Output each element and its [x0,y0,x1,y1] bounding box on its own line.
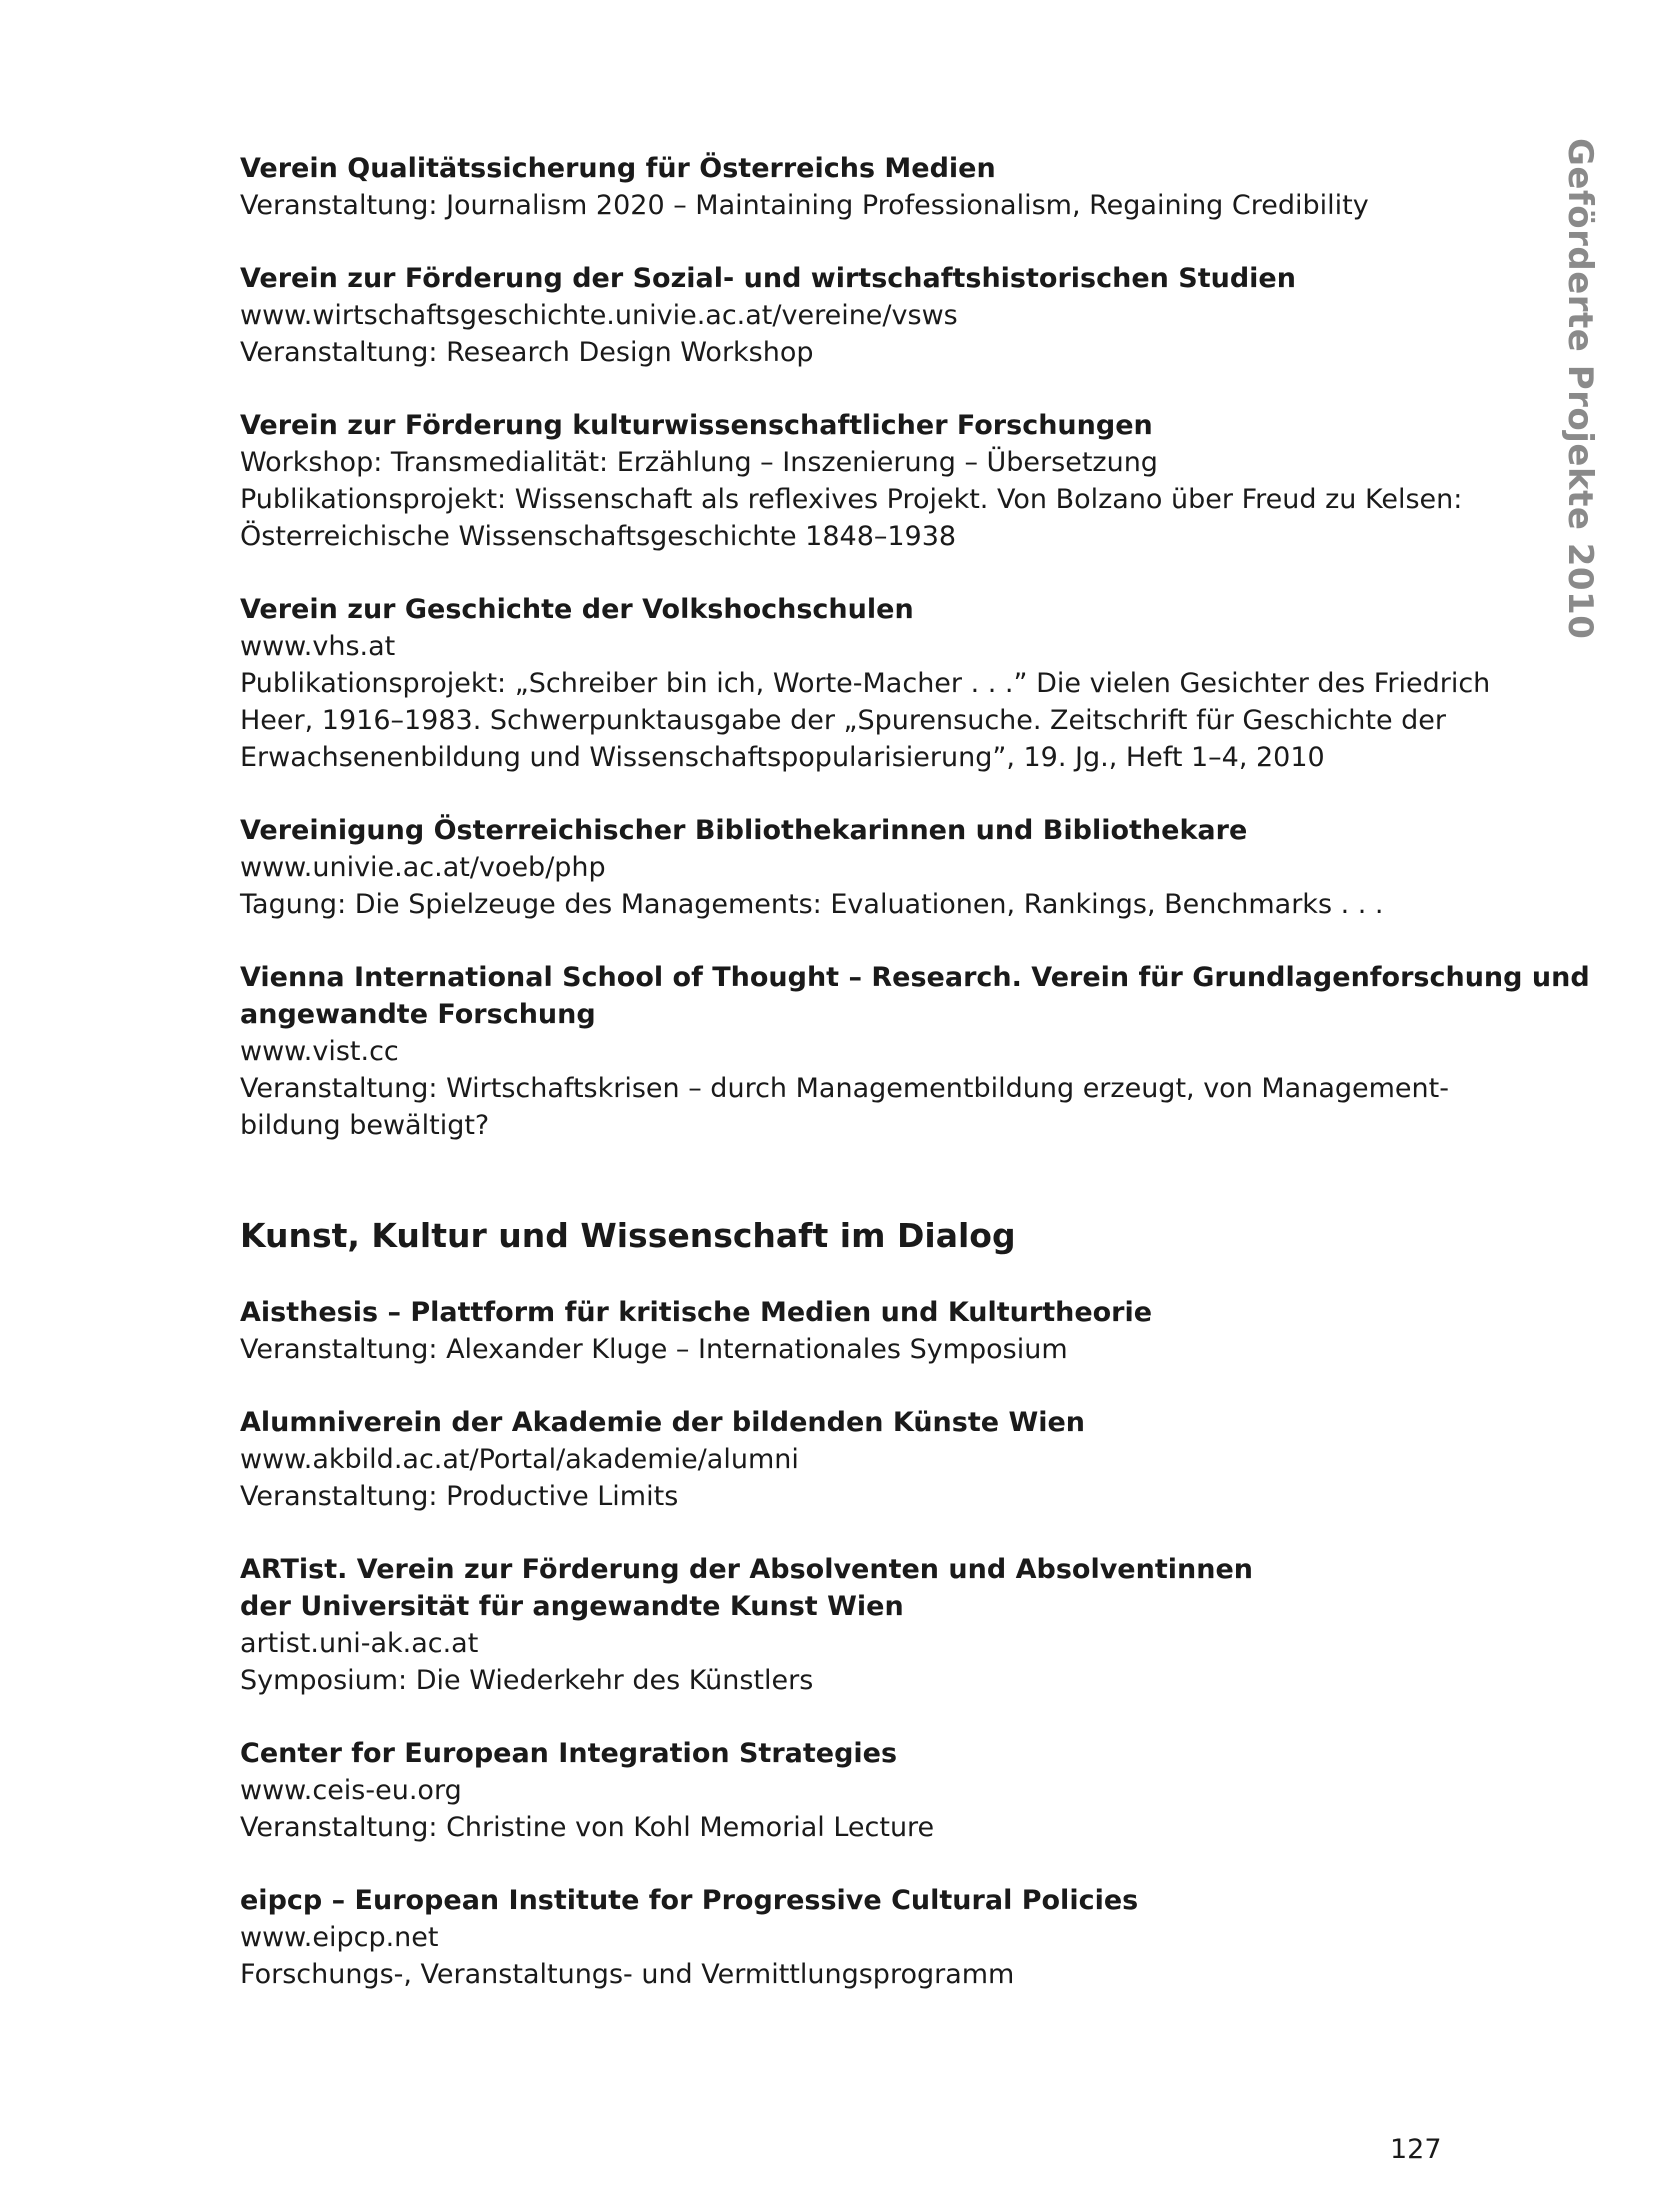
entry-detail: artist.uni-ak.ac.at [240,1628,479,1659]
entry-detail: Heer, 1916–1983. Schwerpunktausgabe der „Spurensuche. Zeitschrift für Geschichte der [240,705,1447,736]
entry-detail: www.eipcp.net [240,1922,439,1953]
entry-detail: www.vhs.at [240,631,396,662]
entry-detail: Forschungs-, Veranstaltungs- und Vermittlungsprogramm [240,1959,1015,1990]
entry-detail: Symposium: Die Wiederkehr des Künstlers [240,1665,814,1696]
entry [240,591,1491,776]
organization-name: Center for European Integration Strategies [240,1738,898,1769]
entry-detail: bildung bewältigt? [240,1110,490,1141]
entry [240,1294,1480,1368]
entry-detail: Veranstaltung: Productive Limits [240,1481,679,1512]
organization-name: Aisthesis – Plattform für kritische Medien und Kulturtheorie [240,1297,1153,1328]
entry-detail: www.akbild.ac.at/Portal/akademie/alumni [240,1444,799,1475]
entry [240,1551,1480,1699]
entry-detail: Österreichische Wissenschaftsgeschichte 1848–1938 [240,521,957,552]
entry-detail: Publikationsprojekt: Wissenschaft als reflexives Projekt. Von Bolzano über Freud zu Kelsen: [240,484,1463,515]
organization-name: Alumniverein der Akademie der bildenden Künste Wien [240,1407,1086,1438]
entry [240,150,1480,224]
section-title: Kunst, Kultur und Wissenschaft im Dialog [240,1216,1016,1255]
entry-detail: Tagung: Die Spielzeuge des Managements: Evaluationen, Rankings, Benchmarks . . . [240,889,1384,920]
organization-name: eipcp – European Institute for Progressive Cultural Policies [240,1885,1139,1916]
entry-detail: Publikationsprojekt: „Schreiber bin ich, Worte-Macher . . .” Die vielen Gesichter des Friedrich [240,668,1491,699]
page-number: 127 [1390,2134,1442,2165]
organization-name: Verein zur Förderung der Sozial- und wirtschaftshistorischen Studien [240,263,1296,294]
entry-detail: Veranstaltung: Research Design Workshop [240,337,814,368]
entry-detail: Veranstaltung: Wirtschaftskrisen – durch Managementbildung erzeugt, von Management- [240,1073,1449,1104]
organization-name: Vienna International School of Thought – Research. Verein für Grundlagenforschung und [240,962,1590,993]
entry-detail: www.univie.ac.at/voeb/php [240,852,606,883]
organization-name: der Universität für angewandte Kunst Wien [240,1591,904,1622]
entry-detail: Erwachsenenbildung und Wissenschaftspopularisierung”, 19. Jg., Heft 1–4, 2010 [240,742,1325,773]
entry-detail: www.ceis-eu.org [240,1775,462,1806]
running-head: Geförderte Projekte 2010 [1560,138,1600,640]
entry [240,959,1590,1144]
entry [240,1404,1480,1515]
entry [240,407,1480,555]
entry-detail: Veranstaltung: Journalism 2020 – Maintaining Professionalism, Regaining Credibility [240,190,1369,221]
organization-name: Vereinigung Österreichischer Bibliothekarinnen und Bibliothekare [240,815,1248,846]
entry-detail: www.wirtschaftsgeschichte.univie.ac.at/vereine/vsws [240,300,958,331]
entry-detail: Workshop: Transmedialität: Erzählung – Inszenierung – Übersetzung [240,447,1158,478]
organization-name: ARTist. Verein zur Förderung der Absolventen und Absolventinnen [240,1554,1253,1585]
entry-list [240,1294,1480,1993]
organization-name: Verein zur Förderung kulturwissenschaftlicher Forschungen [240,410,1153,441]
entry-detail: Veranstaltung: Christine von Kohl Memorial Lecture [240,1812,935,1843]
organization-name: Verein Qualitätssicherung für Österreichs Medien [240,153,996,184]
organization-name: angewandte Forschung [240,999,596,1030]
entry [240,812,1480,923]
entry-detail: www.vist.cc [240,1036,399,1067]
entry [240,1882,1480,1993]
entry [240,1735,1480,1846]
entry-detail: Veranstaltung: Alexander Kluge – Internationales Symposium [240,1334,1068,1365]
entry [240,260,1480,371]
organization-name: Verein zur Geschichte der Volkshochschulen [240,594,914,625]
